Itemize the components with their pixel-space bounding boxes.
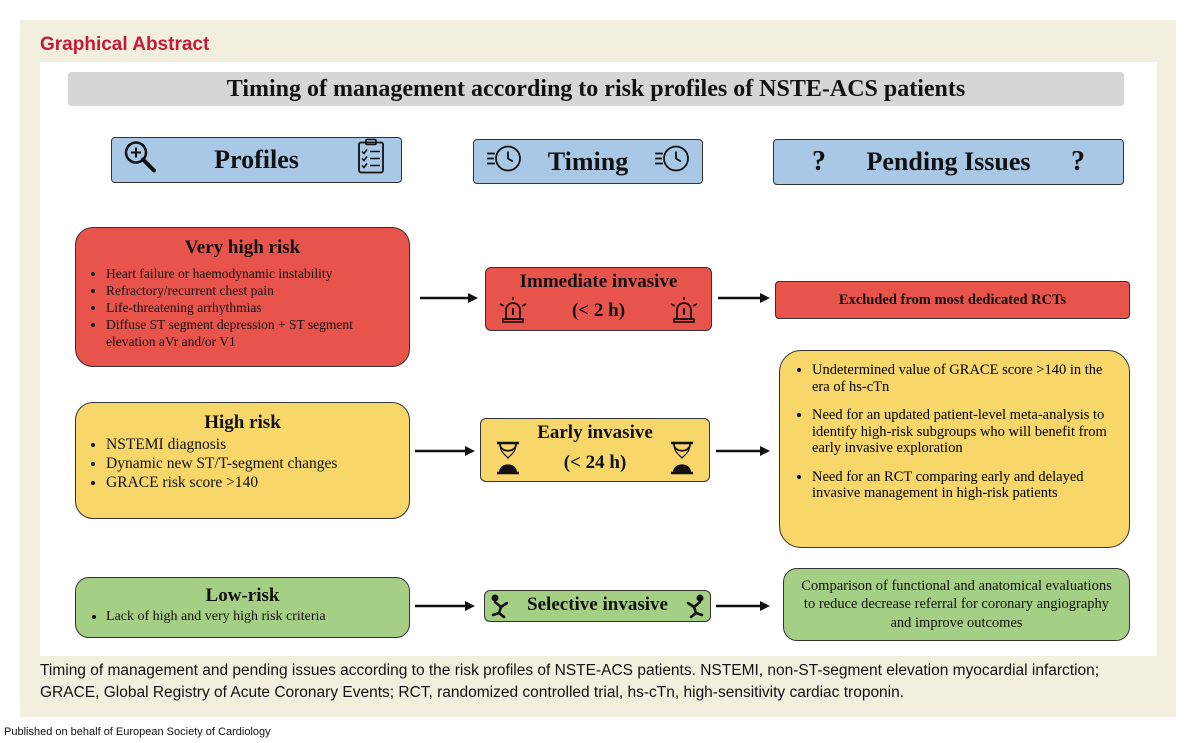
low-risk-box [75, 577, 410, 638]
list-item: • Need for an updated patient-level meta-analysis to identify high-risk subgroups who will benefit from early invasive exploration [812, 407, 1115, 457]
early-invasive-time: (< 24 h) [563, 452, 627, 473]
immediate-invasive-title: Immediate invasive [519, 271, 678, 292]
arrow-icon [716, 598, 772, 614]
list-item: • Heart failure or haemodynamic instability [106, 265, 391, 282]
list-item: • Lack of high and very high risk criteria [106, 608, 409, 625]
question-icon: ? [812, 146, 826, 177]
list-item: • Life-threatening arrhythmias [106, 299, 391, 316]
pending-issues-header [773, 139, 1124, 185]
arrow-icon [415, 443, 477, 459]
arrow-icon [420, 290, 480, 306]
profiles-header [111, 137, 402, 183]
early-invasive-box [480, 418, 710, 482]
pending-low-box [783, 568, 1130, 641]
question-icon: ? [1071, 146, 1085, 177]
list-item: • Diffuse ST segment depression + ST segment elevation aVr and/or V1 [106, 316, 391, 350]
list-item: • Need for an RCT comparing early and delayed invasive management in high-risk patients [812, 469, 1115, 502]
pending-issues-header-label: Pending Issues [866, 147, 1031, 176]
clock-icon [654, 143, 690, 180]
arrow-icon [716, 443, 772, 459]
alarm-siren-icon [498, 295, 528, 330]
figure-caption: Timing of management and pending issues according to the risk profiles of NSTE-ACS patients. NSTEMI, non-ST-segment elevation myocardial infarction; GRACE, Global Registry of Acute Coronary Events; RCT, randomized controlled trial, hs-cTn, high-sensitivity cardiac troponin. [40, 662, 1100, 701]
immediate-invasive-time: (< 2 h) [571, 300, 626, 321]
list-item: • Refractory/recurrent chest pain [106, 282, 391, 299]
arrow-icon [718, 290, 772, 306]
pending-very-high-box [775, 281, 1130, 319]
timing-header [473, 139, 703, 184]
hourglass-icon [669, 441, 695, 480]
pending-high-box [779, 350, 1130, 548]
magnifier-icon [122, 139, 158, 182]
graphical-abstract-title: Graphical Abstract [40, 34, 210, 55]
selective-invasive-box [484, 590, 711, 622]
publisher-footer: Published on behalf of European Society of Cardiology [4, 726, 271, 738]
person-icon [682, 593, 706, 624]
list-item: • Dynamic new ST/T-segment changes [106, 454, 409, 473]
alarm-siren-icon [669, 295, 699, 330]
pending-very-high-text: Excluded from most dedicated RCTs [838, 291, 1067, 308]
low-risk-title: Low-risk [205, 585, 280, 606]
high-risk-box [75, 402, 410, 519]
early-invasive-title: Early invasive [537, 422, 653, 443]
list-item: • NSTEMI diagnosis [106, 435, 409, 454]
very-high-risk-box [75, 227, 410, 367]
high-risk-title: High risk [204, 412, 281, 433]
list-item: • Undetermined value of GRACE score >140 in the era of hs-cTn [812, 362, 1115, 395]
immediate-invasive-box [485, 267, 712, 331]
arrow-icon [415, 598, 477, 614]
pending-low-text: Comparison of functional and anatomical evaluations to reduce decrease referral for coronary angiography and improve outcomes [801, 577, 1112, 631]
hourglass-icon [495, 441, 521, 480]
list-item: • GRACE risk score >140 [106, 473, 409, 492]
profiles-header-label: Profiles [214, 145, 299, 174]
clock-icon [486, 143, 522, 180]
checklist-icon [357, 139, 385, 182]
diagram-title: Timing of management according to risk profiles of NSTE-ACS patients [68, 72, 1124, 106]
selective-invasive-title: Selective invasive [527, 594, 668, 615]
very-high-risk-title: Very high risk [184, 237, 301, 258]
timing-header-label: Timing [547, 146, 629, 176]
